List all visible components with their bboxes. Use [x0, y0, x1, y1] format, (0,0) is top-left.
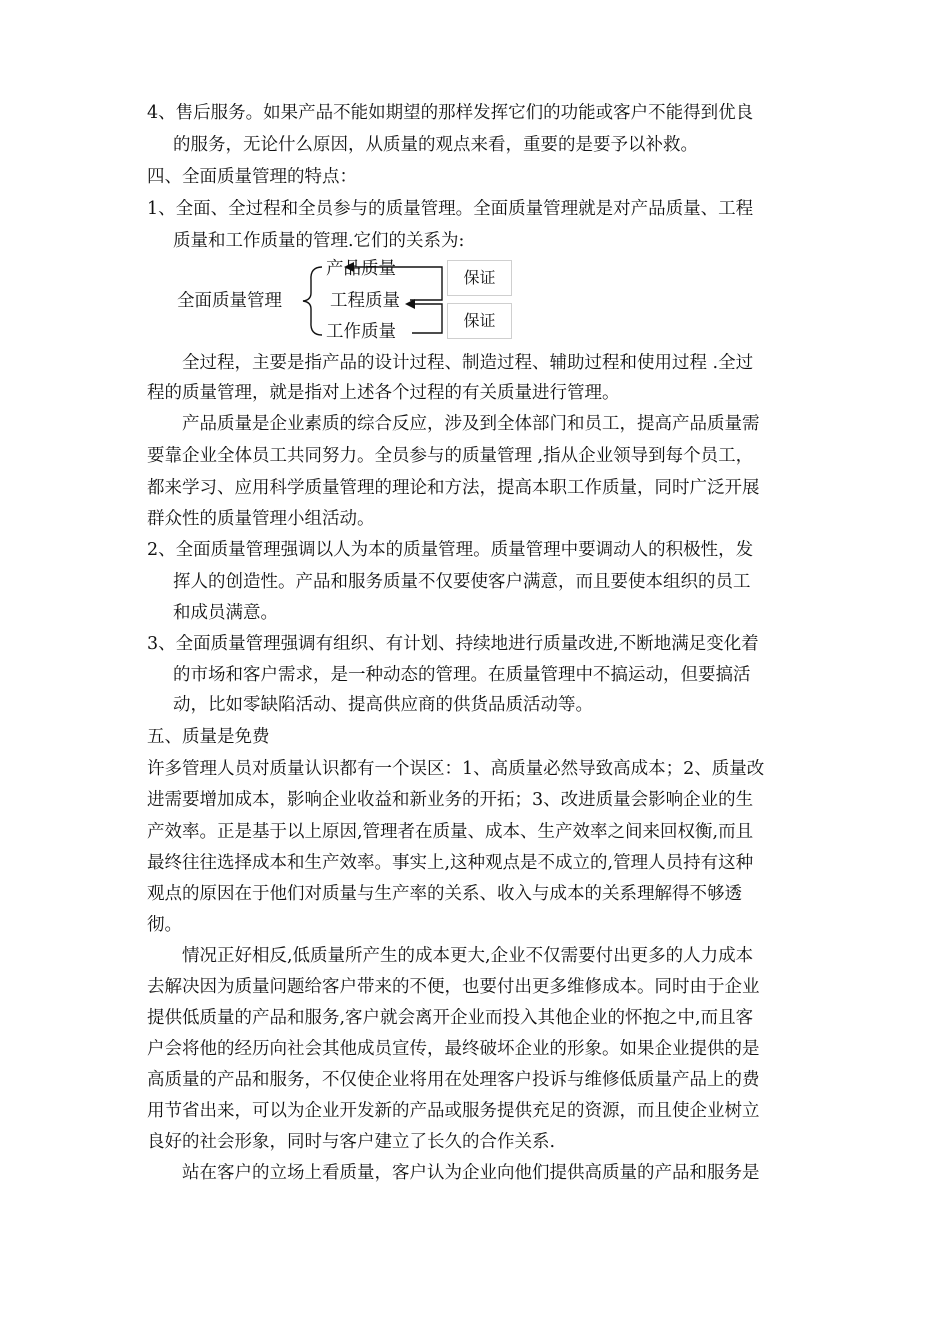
- cost-para-line5: 高质量的产品和服务，不仅使企业将用在处理客户投诉与维修低质量产品上的费: [147, 1070, 760, 1090]
- cost-para-line3: 提供低质量的产品和服务,客户就会离开企业而投入其他企业的怀抱之中,而且客: [147, 1008, 754, 1028]
- process-para-line1: 全过程，主要是指产品的设计过程、制造过程、辅助过程和使用过程 .全过: [182, 353, 754, 373]
- diagram-branch-engineering: 工程质量: [330, 291, 400, 311]
- myth-para-line3: 产效率。正是基于以上原因,管理者在质量、成本、生产效率之间来回权衡,而且: [147, 822, 754, 842]
- myth-para-line1: 许多管理人员对质量认识都有一个误区：1、高质量必然导致高成本；2、质量改: [147, 759, 765, 779]
- point1-line1: 1、全面、全过程和全员参与的质量管理。全面质量管理就是对产品质量、工程: [147, 199, 754, 219]
- diagram-branch-work: 工作质量: [326, 322, 396, 342]
- guarantee-connector-lower: [412, 304, 442, 333]
- myth-para-line4: 最终往往选择成本和生产效率。事实上,这种观点是不成立的,管理人员持有这种: [147, 853, 754, 873]
- point3-line2: 的市场和客户需求，是一种动态的管理。在质量管理中不搞运动，但要搞活: [173, 665, 751, 685]
- quality-para-line3: 都来学习、应用科学质量管理的理论和方法，提高本职工作质量，同时广泛开展: [147, 478, 760, 498]
- customer-para-line1: 站在客户的立场上看质量，客户认为企业向他们提供高质量的产品和服务是: [182, 1163, 760, 1183]
- diagram-branch-product: 产品质量: [326, 259, 396, 279]
- quality-para-line4: 群众性的质量管理小组活动。: [147, 509, 375, 529]
- cost-para-line2: 去解决因为质量问题给客户带来的不便，也要付出更多维修成本。同时由于企业: [147, 977, 760, 997]
- quality-para-line1: 产品质量是企业素质的综合反应，涉及到全体部门和员工，提高产品质量需: [182, 414, 760, 434]
- item4-line1: 4、售后服务。如果产品不能如期望的那样发挥它们的功能或客户不能得到优良: [147, 103, 754, 123]
- guarantee-box-lower: 保证: [447, 303, 512, 339]
- quality-para-line2: 要靠企业全体员工共同努力。全员参与的质量管理 ,指从企业领导到每个员工，: [147, 446, 754, 466]
- point1-line2: 质量和工作质量的管理.它们的关系为:: [173, 231, 465, 251]
- guarantee-box-upper: 保证: [447, 260, 512, 296]
- point3-line1: 3、全面质量管理强调有组织、有计划、持续地进行质量改进,不断地满足变化着: [147, 634, 759, 654]
- cost-para-line4: 户会将他的经历向社会其他成员宣传，最终破坏企业的形象。如果企业提供的是: [147, 1039, 760, 1059]
- point2-line3: 和成员满意。: [173, 603, 278, 623]
- myth-para-line6: 彻。: [147, 915, 182, 935]
- myth-para-line5: 观点的原因在于他们对质量与生产率的关系、收入与成本的关系理解得不够透: [147, 884, 742, 904]
- brace-shape: [303, 267, 322, 335]
- point2-line2: 挥人的创造性。产品和服务质量不仅要使客户满意，而且要使本组织的员工: [173, 572, 751, 592]
- myth-para-line2: 进需要增加成本，影响企业收益和新业务的开拓；3、改进质量会影响企业的生: [147, 790, 754, 810]
- diagram-root-label: 全面质量管理: [177, 291, 282, 311]
- cost-para-line1: 情况正好相反,低质量所产生的成本更大,企业不仅需要付出更多的人力成本: [182, 946, 754, 966]
- cost-para-line6: 用节省出来，可以为企业开发新的产品或服务提供充足的资源，而且使企业树立: [147, 1101, 760, 1121]
- section-heading: 四、全面质量管理的特点：: [147, 167, 357, 187]
- point2-line1: 2、全面质量管理强调以人为本的质量管理。质量管理中要调动人的积极性，发: [147, 540, 754, 560]
- cost-para-line7: 良好的社会形象，同时与客户建立了长久的合作关系.: [147, 1132, 556, 1152]
- point3-line3: 动，比如零缺陷活动、提高供应商的供货品质活动等。: [173, 695, 593, 715]
- item4-line2: 的服务，无论什么原因，从质量的观点来看，重要的是要予以补救。: [173, 135, 698, 155]
- section-heading: 五、质量是免费: [147, 727, 270, 747]
- process-para-line2: 程的质量管理，就是指对上述各个过程的有关质量进行管理。: [147, 383, 620, 403]
